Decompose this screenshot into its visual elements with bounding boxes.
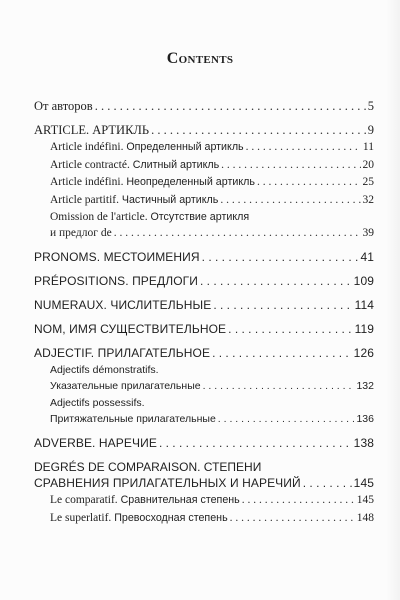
toc-leader-dots: [200, 273, 352, 289]
toc-page-number: 9: [367, 123, 374, 137]
toc-entry: [34, 249, 374, 265]
toc-subentry: [34, 158, 374, 174]
toc-page-number: 148: [356, 511, 374, 524]
toc-subentry-line: Adjectifs possessifs.: [50, 397, 145, 409]
toc-leader-dots: [221, 158, 360, 174]
toc-entry-label: PRÉPOSITIONS. ПРЕДЛОГИ: [34, 274, 198, 288]
toc-entry-label: Article contracté. Слитный артикль: [50, 158, 220, 171]
toc-subentry: [34, 226, 374, 242]
toc-entry-label: От авторов: [34, 99, 93, 113]
toc-leader-dots: [220, 193, 360, 209]
toc-subentry-line: Adjectifs démonstratifs.: [50, 364, 159, 376]
table-of-contents: [34, 98, 374, 526]
toc-page-number: 5: [367, 99, 374, 113]
toc-page-number: 114: [354, 298, 374, 312]
toc-page-number: 20: [362, 158, 374, 171]
toc-leader-dots: [230, 511, 355, 527]
toc-entry-label: PRONOMS. МЕСТОИМЕНИЯ: [34, 250, 200, 264]
toc-leader-dots: [95, 98, 366, 114]
toc-entry-label: Le comparatif. Сравнительная степень: [50, 494, 240, 506]
toc-entry: [34, 321, 374, 337]
toc-page-number: 145: [353, 476, 374, 490]
toc-subentry: [34, 140, 374, 156]
toc-leader-dots: [303, 475, 352, 491]
toc-entry: [34, 297, 374, 313]
toc-page-number: 126: [353, 346, 374, 360]
toc-subentry: [34, 379, 374, 395]
toc-page-number: 109: [353, 274, 374, 288]
toc-entry-label: NUMERAUX. ЧИСЛИТЕЛЬНЫЕ: [34, 298, 212, 312]
toc-leader-dots: [203, 379, 355, 395]
toc-entry: [34, 345, 374, 361]
toc-subentry: [34, 511, 374, 527]
toc-page-number: 145: [356, 494, 374, 506]
toc-leader-dots: [228, 321, 352, 337]
toc-entry-label: Article partitif. Частичный артикль: [50, 193, 219, 206]
toc-page-number: 138: [353, 436, 374, 450]
toc-leader-dots: [257, 175, 361, 191]
toc-entry-label: NOM, ИМЯ СУЩЕСТВИТЕЛЬНОЕ: [34, 322, 227, 336]
toc-entry: [34, 98, 374, 114]
toc-leader-dots: [242, 493, 355, 509]
toc-page-number: 25: [362, 176, 374, 188]
toc-leader-dots: [202, 249, 359, 265]
toc-leader-dots: [212, 345, 352, 361]
toc-subentry: [34, 175, 374, 191]
toc-subentry: [34, 493, 374, 509]
toc-entry: [34, 122, 374, 138]
toc-subentry: [34, 193, 374, 209]
toc-entry-label: и предлог de: [50, 226, 112, 239]
toc-entry-label: Le superlatif. Превосходная степень: [50, 511, 228, 524]
toc-page-number: 11: [362, 141, 374, 153]
toc-entry-label: ARTICLE. АРТИКЛЬ: [34, 123, 150, 137]
toc-entry-label: ADJECTIF. ПРИЛАГАТЕЛЬНОЕ: [34, 346, 211, 360]
toc-page-number: 119: [354, 322, 374, 336]
toc-entry: [34, 435, 374, 451]
toc-leader-dots: [159, 435, 352, 451]
toc-leader-dots: [151, 122, 366, 138]
toc-page-number: 132: [356, 379, 374, 392]
toc-page-number: 41: [360, 250, 374, 264]
toc-entry-label: Притяжательные прилагательные: [50, 412, 216, 425]
toc-leader-dots: [213, 297, 352, 313]
toc-leader-dots: [114, 226, 361, 242]
toc-leader-dots: [218, 412, 355, 428]
toc-leader-dots: [246, 140, 361, 156]
toc-entry-label: ADVERBE. НАРЕЧИЕ: [34, 436, 157, 450]
toc-subentry: [34, 412, 374, 428]
toc-entry-label: СРАВНЕНИЯ ПРИЛАГАТЕЛЬНЫХ И НАРЕЧИЙ: [34, 476, 301, 490]
toc-page-number: 32: [362, 193, 374, 206]
toc-entry: [34, 273, 374, 289]
toc-page-number: 136: [356, 412, 374, 425]
toc-page-number: 39: [362, 226, 374, 239]
toc-subentry-line: Omission de l'article. Отсутствие артикля: [50, 211, 250, 223]
page-title: Contents: [166, 50, 234, 67]
toc-entry-label: Article indéfini. Определенный артикль: [50, 141, 244, 153]
toc-entry: [34, 475, 374, 491]
toc-entry-label: Article indéfini. Неопределенный артикль: [50, 176, 255, 188]
toc-entry-line: DEGRÉS DE COMPARAISON. СТЕПЕНИ: [34, 460, 262, 474]
toc-entry-label: Указательные прилагательные: [50, 379, 201, 392]
